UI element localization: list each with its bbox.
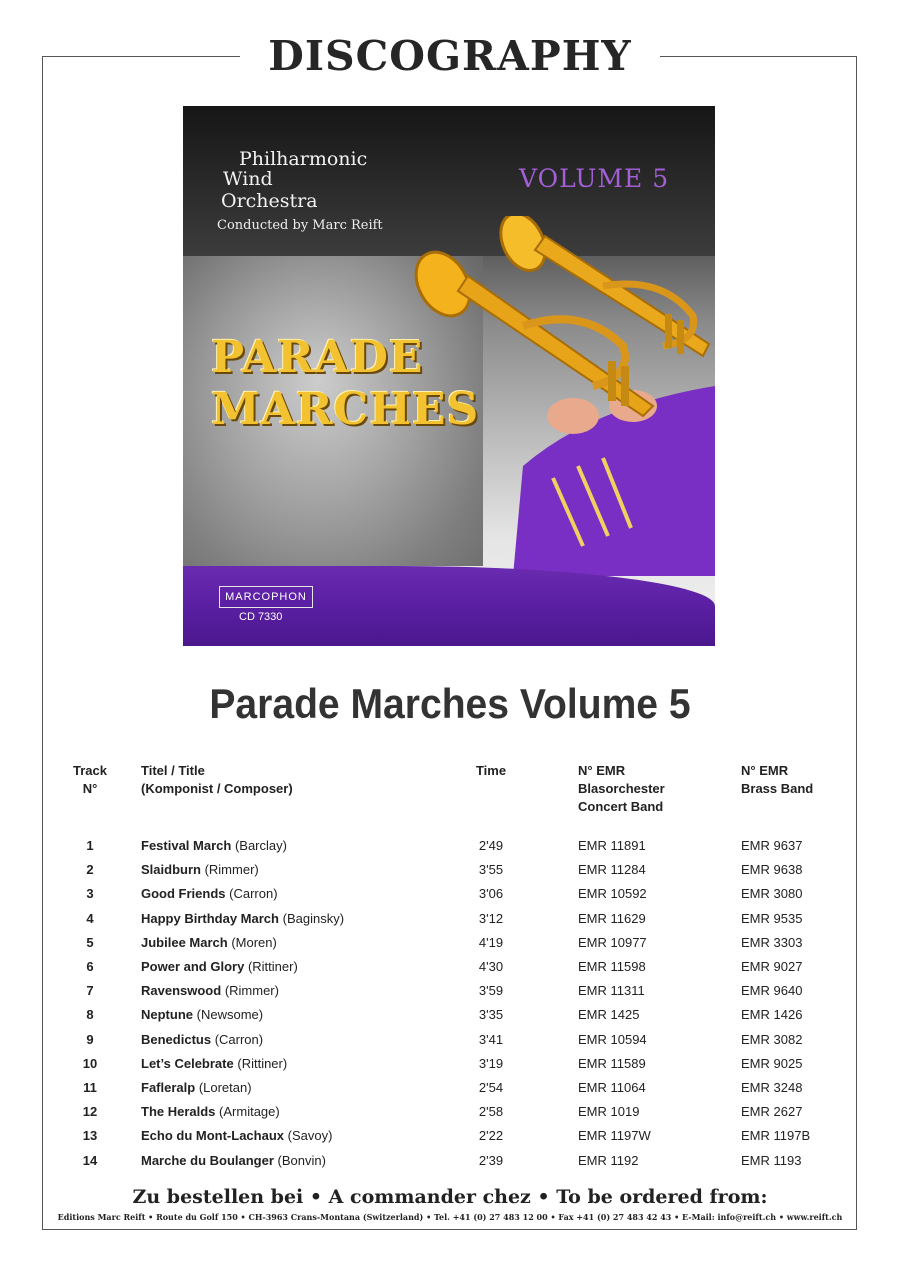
- track-title-cell: [141, 1078, 252, 1098]
- order-line: Zu bestellen bei • A commander chez • To be ordered from:: [132, 1186, 768, 1208]
- track-title: The Heralds: [141, 1104, 216, 1120]
- track-title: Power and Glory: [141, 959, 245, 974]
- emr-concert-band-number: EMR 1019: [578, 1104, 640, 1120]
- track-time: 3'41: [478, 1031, 504, 1047]
- emr-concert-band-number: EMR 11629: [578, 910, 646, 926]
- track-composer: (Moren): [231, 934, 277, 950]
- track-title-cell: [141, 1030, 263, 1050]
- track-time: 4'19: [478, 934, 504, 950]
- track-number: 8: [86, 1007, 94, 1023]
- header-track: Track N°: [73, 763, 107, 796]
- contact-line: Editions Marc Reift • Route du Golf 150 • CH-3963 Crans-Montana (Switzerland) • Tel. +41 (0) 27 483 12 00 • Fax +41 (0) 27 483 42 43 • E-Mail: info@reift.ch • www.reift.ch: [57, 1212, 843, 1222]
- header-emr-concert-band: N° EMR Blasorchester Concert Band: [578, 763, 665, 814]
- table-row: [0, 836, 900, 860]
- track-title-cell: [141, 884, 278, 904]
- track-title: Fafleralp: [141, 1080, 196, 1095]
- table-row: [0, 1005, 900, 1029]
- track-title: Neptune: [141, 1007, 193, 1023]
- emr-brass-band-number: EMR 1197B: [741, 1128, 811, 1144]
- record-label-logo: MARCOPHON: [219, 586, 313, 608]
- emr-concert-band-number: EMR 11064: [578, 1080, 646, 1095]
- table-row: [0, 981, 900, 1005]
- album-title: Parade Marches Volume 5: [209, 680, 691, 727]
- track-composer: (Rittiner): [237, 1055, 288, 1071]
- cover-title-line2: MARCHES: [211, 384, 480, 435]
- track-composer: (Carron): [214, 1031, 264, 1047]
- table-row: [0, 933, 900, 957]
- track-composer: (Rittiner): [247, 959, 298, 974]
- track-time: 2'58: [478, 1104, 504, 1120]
- emr-concert-band-number: EMR 11891: [578, 838, 646, 853]
- track-title-cell: [141, 981, 279, 1001]
- table-row: [0, 1054, 900, 1078]
- track-time: 2'54: [478, 1080, 504, 1095]
- cover-title-line1: PARADE: [211, 332, 424, 383]
- track-number: 5: [86, 934, 94, 950]
- orchestra-name-line3: Orchestra: [221, 190, 318, 212]
- emr-concert-band-number: EMR 11598: [578, 959, 646, 974]
- track-title: Slaidburn: [141, 862, 201, 878]
- track-title-cell: [141, 1151, 326, 1171]
- track-composer: (Savoy): [287, 1128, 333, 1144]
- track-number: 3: [86, 886, 94, 902]
- track-number: 14: [82, 1152, 98, 1168]
- track-composer: (Carron): [229, 886, 278, 902]
- table-row: [0, 1078, 900, 1102]
- track-time: 3'19: [478, 1055, 504, 1071]
- track-time: 2'49: [478, 838, 504, 853]
- emr-brass-band-number: EMR 1426: [741, 1007, 803, 1023]
- table-row: [0, 860, 900, 884]
- emr-brass-band-number: EMR 9535: [741, 910, 803, 926]
- emr-concert-band-number: EMR 1192: [578, 1152, 639, 1168]
- emr-brass-band-number: EMR 9638: [741, 862, 803, 878]
- track-title: Festival March: [141, 838, 232, 853]
- emr-concert-band-number: EMR 1425: [578, 1007, 640, 1023]
- emr-brass-band-number: EMR 1193: [741, 1152, 802, 1168]
- track-number: 1: [86, 838, 94, 853]
- track-title-cell: [141, 1126, 332, 1146]
- table-row: [0, 1102, 900, 1126]
- page-heading: DISCOGRAPHY: [240, 28, 660, 84]
- emr-brass-band-number: EMR 3303: [741, 934, 803, 950]
- track-title: Ravenswood: [141, 983, 222, 999]
- emr-concert-band-number: EMR 11311: [578, 983, 645, 999]
- track-title-cell: [141, 1054, 287, 1074]
- track-composer: (Rimmer): [204, 862, 259, 878]
- track-number: 2: [86, 862, 94, 878]
- header-time: Time: [475, 763, 507, 778]
- track-time: 2'22: [478, 1128, 504, 1144]
- track-number: 11: [83, 1080, 97, 1095]
- track-time: 3'55: [478, 862, 504, 878]
- emr-brass-band-number: EMR 2627: [741, 1104, 803, 1120]
- track-title: Let’s Celebrate: [141, 1055, 234, 1071]
- track-composer: (Armitage): [219, 1104, 280, 1120]
- track-time: 3'06: [478, 886, 504, 902]
- emr-concert-band-number: EMR 11589: [578, 1055, 646, 1071]
- emr-concert-band-number: EMR 11284: [578, 862, 646, 878]
- emr-brass-band-number: EMR 9640: [741, 983, 803, 999]
- emr-brass-band-number: EMR 9025: [741, 1055, 803, 1071]
- track-title-cell: [141, 836, 287, 856]
- track-title: Good Friends: [141, 886, 226, 902]
- cd-number: CD 7330: [239, 611, 283, 623]
- track-title-cell: [141, 1102, 280, 1122]
- track-title-cell: [141, 909, 344, 929]
- track-title: Benedictus: [141, 1031, 212, 1047]
- table-row: [0, 909, 900, 933]
- orchestra-name-line1: Philharmonic: [239, 148, 368, 170]
- track-number: 4: [86, 910, 94, 926]
- emr-concert-band-number: EMR 10592: [578, 886, 647, 902]
- track-number: 13: [82, 1128, 98, 1144]
- track-composer: (Barclay): [234, 838, 287, 853]
- track-title-cell: [141, 860, 259, 880]
- track-time: 3'35: [478, 1007, 504, 1023]
- emr-brass-band-number: EMR 3082: [741, 1031, 803, 1047]
- table-row: [0, 1030, 900, 1054]
- table-row: [0, 1126, 900, 1150]
- conductor-credit: Conducted by Marc Reift: [217, 218, 383, 233]
- track-number: 7: [86, 983, 94, 999]
- track-composer: (Bonvin): [277, 1152, 326, 1168]
- track-composer: (Loretan): [198, 1080, 252, 1095]
- header-title: Titel / Title (Komponist / Composer): [141, 763, 293, 796]
- volume-label: VOLUME 5: [519, 164, 670, 193]
- emr-brass-band-number: EMR 3248: [741, 1080, 803, 1095]
- track-title-cell: [141, 933, 277, 953]
- track-title: Happy Birthday March: [141, 910, 279, 926]
- track-composer: (Newsome): [196, 1007, 264, 1023]
- emr-brass-band-number: EMR 3080: [741, 886, 803, 902]
- track-title: Jubilee March: [141, 934, 228, 950]
- table-row: [0, 884, 900, 908]
- track-number: 10: [82, 1055, 98, 1071]
- emr-brass-band-number: EMR 9027: [741, 959, 803, 974]
- cover-title: [211, 332, 511, 436]
- emr-concert-band-number: EMR 10594: [578, 1031, 647, 1047]
- track-number: 6: [86, 959, 94, 974]
- track-time: 2'39: [478, 1152, 504, 1168]
- track-title-cell: [141, 957, 298, 977]
- emr-brass-band-number: EMR 9637: [741, 838, 803, 853]
- header-emr-brass-band: N° EMR Brass Band: [741, 763, 814, 796]
- orchestra-name-line2: Wind: [223, 168, 273, 190]
- track-title: Echo du Mont-Lachaux: [141, 1128, 284, 1144]
- table-row: [0, 1151, 900, 1175]
- track-composer: (Baginsky): [282, 910, 345, 926]
- track-time: 3'12: [478, 910, 504, 926]
- track-time: 4'30: [478, 959, 504, 974]
- track-number: 12: [82, 1104, 98, 1120]
- track-number: 9: [86, 1031, 94, 1047]
- track-composer: (Rimmer): [224, 983, 279, 999]
- track-title: Marche du Boulanger: [141, 1152, 274, 1168]
- emr-concert-band-number: EMR 10977: [578, 934, 647, 950]
- album-cover: [183, 106, 715, 646]
- track-title-cell: [141, 1005, 263, 1025]
- table-row: [0, 957, 900, 981]
- emr-concert-band-number: EMR 1197W: [578, 1128, 651, 1144]
- track-time: 3'59: [478, 983, 504, 999]
